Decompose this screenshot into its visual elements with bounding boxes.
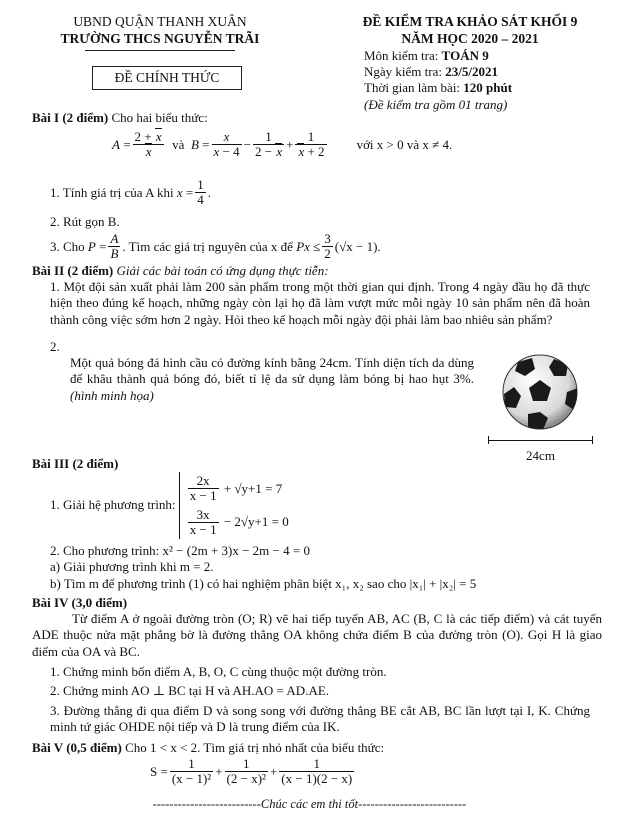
pages-note: (Đề kiểm tra gồm 01 trang) <box>364 96 508 112</box>
diameter-line <box>488 436 593 444</box>
footer-wish: Chúc các em thi tốt <box>260 797 359 811</box>
bai1-expressions: A = $\frac{2 + x}{x}$ và B = $\frac{x}{x - 4}$ − $\frac{1}{2 - x}$ + $\frac{1}{x + 2}$ với x > 0 và x ≠ 4. <box>112 129 453 160</box>
header-underline <box>85 50 235 51</box>
diameter-label: 24cm <box>526 448 555 464</box>
football-illustration <box>488 352 593 465</box>
duration-line: Thời gian làm bài: 120 phút <box>364 80 513 96</box>
subject-line: Môn kiểm tra: TOÁN 9 <box>364 47 489 63</box>
bai3-qb: b) Tìm m để phương trình (1) có hai nghiệm phân biệt x₁, x₂ sao cho |x₁| + |x₂| = 5 <box>50 576 477 591</box>
bai2-heading: Bài II (2 điểm) Giải các bài toán có ứng dụng thực tiễn: <box>32 263 329 278</box>
equation-system: $\frac{2x}{x - 1}$ + √y+1 = 7 $\frac{3x}{x - 1}$ − 2√y+1 = 0 <box>179 472 289 539</box>
official-box <box>92 66 242 90</box>
date-line: Ngày kiểm tra: 23/5/2021 <box>364 64 498 79</box>
bai4-heading: Bài IV (3,0 điểm) <box>32 595 128 610</box>
bai2-p1: 1. Một đội sản xuất phải làm 200 sản phẩm trong một thời gian qui định. Trong 4 ngày đầu họ đã thực hiện theo đúng kế hoạch, những ngày còn lại họ đã làm vượt mức mỗi ngày 10 sản phẩm nên đã hoàn thành công việc sớm hơn 2 ngày. Hỏi theo kế hoạch mỗi ngày đội phải làm bao nhiêu sản phẩm? <box>50 279 590 327</box>
school-name: TRƯỜNG THCS NGUYỄN TRÃI <box>60 30 260 46</box>
bai1-heading: Bài I (2 điểm) Cho hai biểu thức: <box>32 110 208 125</box>
bai3-system: 1. Giải hệ phương trình: $\frac{2x}{x - 1}$ + √y+1 = 7 $\frac{3x}{x - 1}$ − 2√y+1 = 0 <box>50 472 602 539</box>
bai2-p2: Một quả bóng đá hình cầu có đường kính bằng 24cm. Tính diện tích da dùng để khâu thành quả bóng đó, biết tỉ lệ da sử dụng làm bóng bị hao hụt 3%. (hình minh họa) <box>70 355 474 403</box>
bai1-condition: với x > 0 và x ≠ 4. <box>356 136 453 152</box>
school-year: NĂM HỌC 2020 – 2021 <box>401 30 539 46</box>
school-header <box>30 14 290 51</box>
bai1-q2: 2. Rút gọn B. <box>50 214 120 229</box>
bai4-q3: 3. Đường thẳng đi qua điểm D và song song với đường thẳng BE cắt AB, BC lần lượt tại I, K. Chứng minh tứ giác OHDE nội tiếp và D là trung điểm của IK. <box>50 703 590 735</box>
football-icon <box>488 352 593 430</box>
bai4-intro: Từ điểm A ở ngoài đường tròn (O; R) vẽ hai tiếp tuyến AB, AC (B, C là các tiếp điểm) và cát tuyến ADE thuộc nửa mặt phẳng bờ là đường thẳng OA không chứa điểm B của đường tròn (O). Gọi H là giao điểm của OA và BC. <box>32 611 602 659</box>
bai3-qa: a) Giải phương trình khi m = 2. <box>50 559 214 574</box>
exam-title: ĐỀ KIỂM TRA KHẢO SÁT KHỐI 9 <box>362 14 578 29</box>
bai4-q2: 2. Chứng minh AO ⊥ BC tại H và AH.AO = AD.AE. <box>50 683 330 698</box>
bai5-heading: Bài V (0,5 điểm) Cho 1 < x < 2. Tìm giá trị nhỏ nhất của biểu thức: <box>32 740 385 755</box>
bai5-expression: S = $\frac{1}{\text{(x − 1)²}}$ + $\frac{1}{\text{(2 − x)²}}$ + $\frac{1}{(x - 1)(2 - x)}$ <box>150 756 353 787</box>
bai3-q2: 2. Cho phương trình: x² − (2m + 3)x − 2m − 4 = 0 <box>50 543 310 558</box>
exam-header <box>330 14 610 113</box>
bai4-q1: 1. Chứng minh bốn điểm A, B, O, C cùng thuộc một đường tròn. <box>50 664 387 679</box>
footer: --------------------------Chúc các em thi tốt-------------------------- <box>152 797 467 811</box>
official-label: ĐỀ CHÍNH THỨC <box>114 69 220 85</box>
bai3-heading: Bài III (2 điểm) <box>32 456 119 471</box>
bai1-q1: 1. Tính giá trị của A khi x = $\frac{1}{4}$ . <box>50 177 211 208</box>
bai1-q3: 3. Cho P = $\frac{A}{B}$ . Tìm các giá trị nguyên của x để Px ≤ $\frac{3}{2}$ (√x − 1). <box>50 231 381 262</box>
bai2-p2-number: 2. <box>50 339 60 354</box>
district-name: UBND QUẬN THANH XUÂN <box>73 14 247 29</box>
